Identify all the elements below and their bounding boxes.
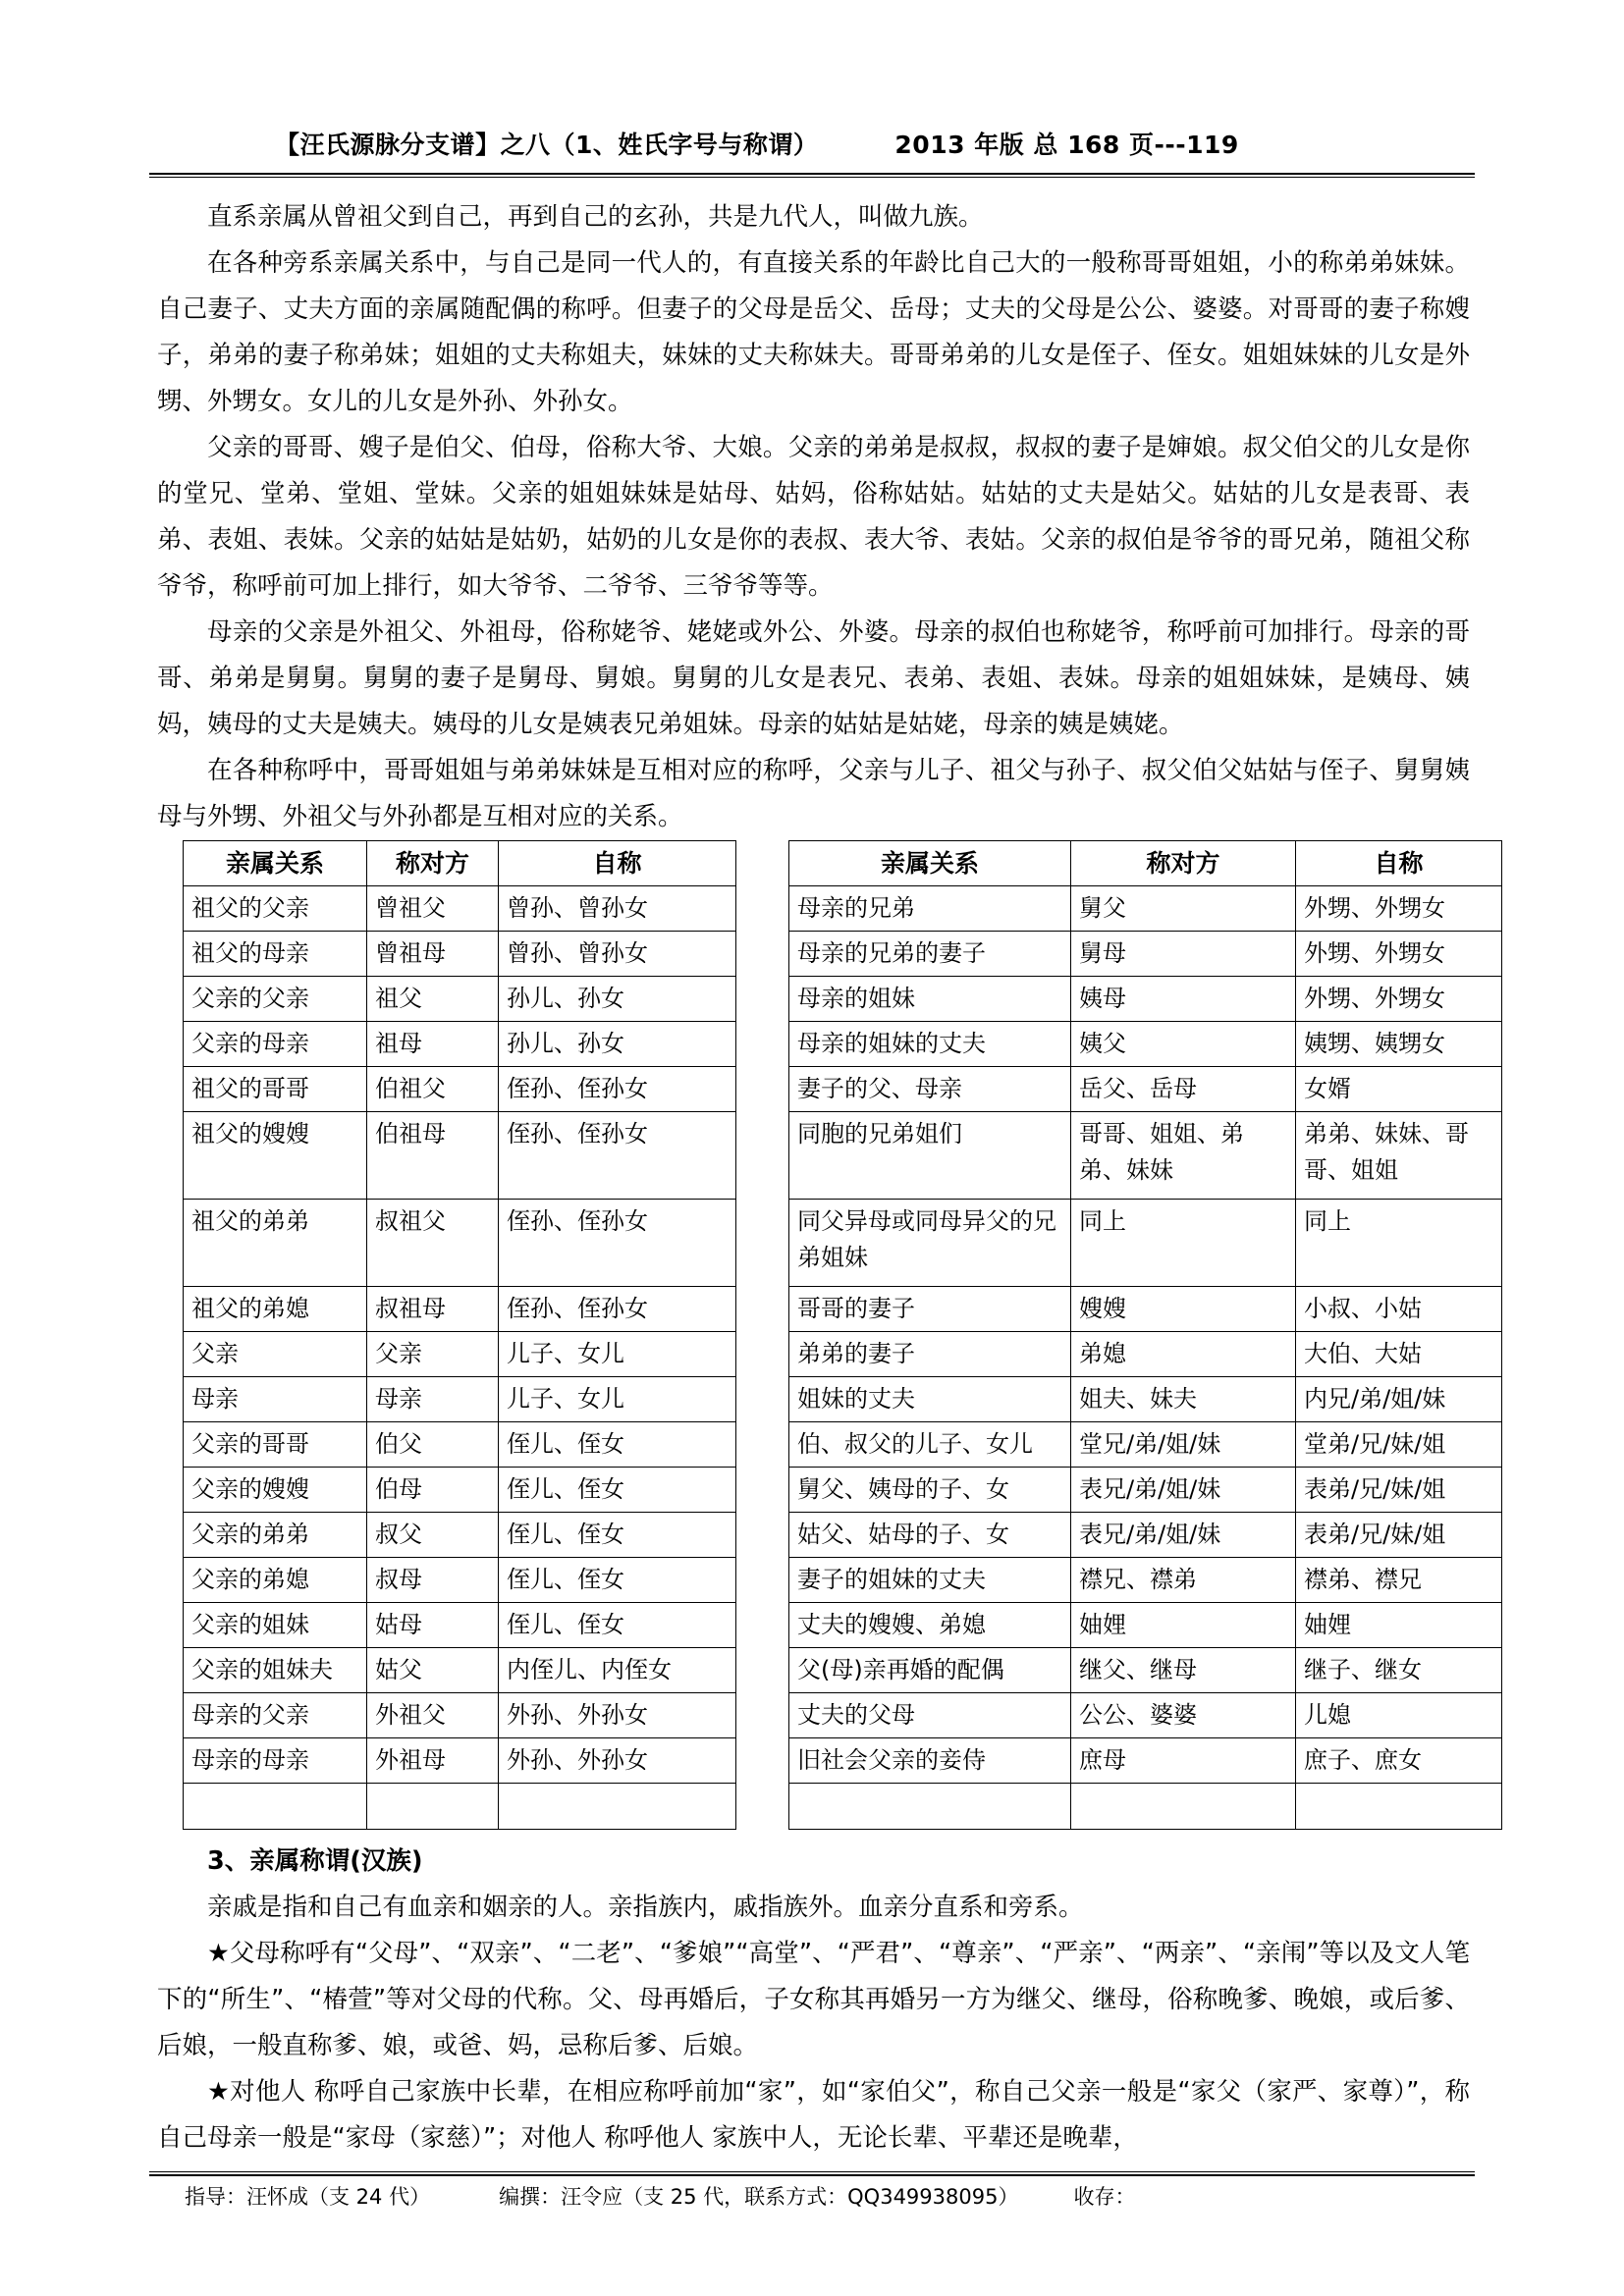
table-cell-left-1: 外祖母: [367, 1738, 499, 1784]
table-gap-cell: [736, 1513, 789, 1558]
table-cell-left-1: 叔祖父: [367, 1200, 499, 1287]
table-gap-cell: [736, 1200, 789, 1287]
table-cell-right-2: 同上: [1296, 1200, 1502, 1287]
table-cell-right-1: 妯娌: [1071, 1603, 1296, 1648]
table-gap-cell: [736, 1377, 789, 1422]
table-row: [184, 1693, 1502, 1738]
paragraph-5: 在各种称呼中，哥哥姐姐与弟弟妹妹是互相对应的称呼，父亲与儿子、祖父与孙子、叔父伯父姑姑与侄子、舅舅姨母与外甥、外祖父与外孙都是互相对应的关系。: [157, 756, 1470, 831]
table-cell-left-1: 伯祖母: [367, 1112, 499, 1200]
table-cell-right-2: 继子、继女: [1296, 1648, 1502, 1693]
table-gap-cell: [736, 977, 789, 1022]
table-row: [184, 1112, 1502, 1200]
table-cell-right-0: 同父异母或同母异父的兄弟姐妹: [789, 1200, 1071, 1287]
table-row: [184, 1200, 1502, 1287]
table-cell-left-2: 儿子、女儿: [499, 1377, 736, 1422]
table-cell-left-2: 侄孙、侄孙女: [499, 1200, 736, 1287]
table-row: [184, 886, 1502, 932]
table-cell-right-2: [1296, 1784, 1502, 1830]
table-cell-left-1: 伯母: [367, 1468, 499, 1513]
table-cell-right-1: 襟兄、襟弟: [1071, 1558, 1296, 1603]
table-row: [184, 1422, 1502, 1468]
table-gap-cell: [736, 1022, 789, 1067]
table-cell-left-2: 孙儿、孙女: [499, 977, 736, 1022]
table-row: [184, 1332, 1502, 1377]
section-3-paragraph-2: ★父母称呼有“父母”、“双亲”、“二老”、“爹娘”“高堂”、“严君”、“尊亲”、“严亲”、“两亲”、“亲闱”等以及文人笔下的“所生”、“椿萱”等对父母的代称。父、母再婚后，子女称其再婚另一方为继父、继母，俗称晚爹、晚娘，或后爹、后娘，一般直称爹、娘，或爸、妈，忌称后爹、后娘。: [157, 1939, 1470, 2060]
table-cell-left-0: 母亲的母亲: [184, 1738, 367, 1784]
table-cell-left-1: 曾祖母: [367, 932, 499, 977]
table-cell-right-0: 同胞的兄弟姐们: [789, 1112, 1071, 1200]
table-cell-right-2: 儿媳: [1296, 1693, 1502, 1738]
table-cell-right-1: 舅父: [1071, 886, 1296, 932]
table-row: [184, 1738, 1502, 1784]
table-row: [184, 1468, 1502, 1513]
table-cell-left-1: [367, 1784, 499, 1830]
col-header-right-relation: 亲属关系: [789, 841, 1071, 886]
table-gap-cell: [736, 1784, 789, 1830]
table-cell-right-0: 舅父、姨母的子、女: [789, 1468, 1071, 1513]
table-cell-left-0: 父亲: [184, 1332, 367, 1377]
table-cell-right-0: 丈夫的父母: [789, 1693, 1071, 1738]
table-cell-right-1: 继父、继母: [1071, 1648, 1296, 1693]
table-cell-right-2: 表弟/兄/妹/姐: [1296, 1513, 1502, 1558]
table-row: [184, 1513, 1502, 1558]
table-cell-right-2: 庶子、庶女: [1296, 1738, 1502, 1784]
table-cell-right-2: 弟弟、妹妹、哥哥、姐姐: [1296, 1112, 1502, 1200]
table-cell-left-2: 侄儿、侄女: [499, 1603, 736, 1648]
section-3: [157, 1839, 1470, 2162]
footer-keeper: 收存：: [1073, 2185, 1136, 2209]
table-cell-right-1: 公公、婆婆: [1071, 1693, 1296, 1738]
table-cell-right-0: 妻子的父、母亲: [789, 1067, 1071, 1112]
col-header-left-relation: 亲属关系: [184, 841, 367, 886]
table-cell-left-1: 祖父: [367, 977, 499, 1022]
table-cell-right-0: 母亲的兄弟的妻子: [789, 932, 1071, 977]
table-cell-right-0: 姐妹的丈夫: [789, 1377, 1071, 1422]
table-cell-right-2: 内兄/弟/姐/妹: [1296, 1377, 1502, 1422]
table-cell-left-0: 祖父的嫂嫂: [184, 1112, 367, 1200]
table-cell-right-0: 母亲的姐妹: [789, 977, 1071, 1022]
table-cell-left-0: [184, 1784, 367, 1830]
table-cell-right-0: 姑父、姑母的子、女: [789, 1513, 1071, 1558]
paragraph-3: 父亲的哥哥、嫂子是伯父、伯母，俗称大爷、大娘。父亲的弟弟是叔叔，叔叔的妻子是婶娘。叔父伯父的儿女是你的堂兄、堂弟、堂姐、堂妹。父亲的姐姐妹妹是姑母、姑妈，俗称姑姑。姑姑的丈夫是姑父。姑姑的儿女是表哥、表弟、表姐、表妹。父亲的姑姑是姑奶，姑奶的儿女是你的表叔、表大爷、表姑。父亲的叔伯是爷爷的哥兄弟，随祖父称爷爷，称呼前可加上排行，如大爷爷、二爷爷、三爷爷等等。: [157, 433, 1470, 601]
table-row: [184, 932, 1502, 977]
table-cell-left-1: 叔母: [367, 1558, 499, 1603]
table-cell-left-0: 父亲的姐妹: [184, 1603, 367, 1648]
table-cell-right-1: 堂兄/弟/姐/妹: [1071, 1422, 1296, 1468]
table-gap-cell: [736, 1112, 789, 1200]
table-cell-left-0: 祖父的哥哥: [184, 1067, 367, 1112]
footer-divider: [149, 2171, 1475, 2176]
paragraph-2: 在各种旁系亲属关系中，与自己是同一代人的，有直接关系的年龄比自己大的一般称哥哥姐姐，小的称弟弟妹妹。自己妻子、丈夫方面的亲属随配偶的称呼。但妻子的父母是岳父、岳母；丈夫的父母是公公、婆婆。对哥哥的妻子称嫂子，弟弟的妻子称弟妹；姐姐的丈夫称姐夫，妹妹的丈夫称妹夫。哥哥弟弟的儿女是侄子、侄女。姐姐妹妹的儿女是外甥、外甥女。女儿的儿女是外孙、外孙女。: [157, 248, 1470, 416]
table-cell-right-2: 小叔、小姑: [1296, 1287, 1502, 1332]
table-gap-cell: [736, 1287, 789, 1332]
table-row: [184, 1603, 1502, 1648]
table-cell-right-1: [1071, 1784, 1296, 1830]
table-header: [184, 841, 1502, 886]
table-cell-left-1: 伯父: [367, 1422, 499, 1468]
col-header-right-address: 称对方: [1071, 841, 1296, 886]
table-cell-left-2: 侄儿、侄女: [499, 1422, 736, 1468]
table-cell-right-1: 舅母: [1071, 932, 1296, 977]
table-cell-right-1: 嫂嫂: [1071, 1287, 1296, 1332]
table-gap-cell: [736, 1603, 789, 1648]
paragraph-1: 直系亲属从曾祖父到自己，再到自己的玄孙，共是九代人，叫做九族。: [207, 202, 984, 232]
footer-advisor: 指导：汪怀成（支 24 代）: [185, 2185, 431, 2209]
table-cell-left-0: 母亲的父亲: [184, 1693, 367, 1738]
table-cell-left-0: 祖父的弟弟: [184, 1200, 367, 1287]
table-row: [184, 1558, 1502, 1603]
table-cell-left-1: 姑父: [367, 1648, 499, 1693]
table-cell-right-1: 姨母: [1071, 977, 1296, 1022]
footer-editor: 编撰：汪令应（支 25 代，联系方式：QQ349938095）: [499, 2185, 1019, 2209]
page-footer: [157, 2181, 1473, 2211]
table-cell-right-2: 堂弟/兄/妹/姐: [1296, 1422, 1502, 1468]
table-cell-left-0: 父亲的弟媳: [184, 1558, 367, 1603]
table-cell-left-0: 父亲的父亲: [184, 977, 367, 1022]
table-cell-left-1: 伯祖父: [367, 1067, 499, 1112]
table-cell-left-2: 儿子、女儿: [499, 1332, 736, 1377]
table-cell-right-2: 外甥、外甥女: [1296, 977, 1502, 1022]
table-cell-left-0: 祖父的母亲: [184, 932, 367, 977]
table-cell-right-0: 妻子的姐妹的丈夫: [789, 1558, 1071, 1603]
table-cell-left-2: [499, 1784, 736, 1830]
table-cell-right-2: 表弟/兄/妹/姐: [1296, 1468, 1502, 1513]
table-cell-right-2: 大伯、大姑: [1296, 1332, 1502, 1377]
table-cell-left-2: 侄孙、侄孙女: [499, 1067, 736, 1112]
table-cell-right-1: 哥哥、姐姐、弟弟、妹妹: [1071, 1112, 1296, 1200]
header-title: 【汪氏源脉分支谱】之八（1、姓氏字号与称谓）: [275, 131, 819, 159]
table-cell-right-1: 表兄/弟/姐/妹: [1071, 1513, 1296, 1558]
table-cell-left-2: 外孙、外孙女: [499, 1738, 736, 1784]
page-header: [157, 126, 1469, 161]
table-cell-left-1: 外祖父: [367, 1693, 499, 1738]
table-cell-left-0: 母亲: [184, 1377, 367, 1422]
table-cell-left-0: 父亲的姐妹夫: [184, 1648, 367, 1693]
section-3-paragraph-1: 亲戚是指和自己有血亲和姻亲的人。亲指族内，戚指族外。血亲分直系和旁系。: [207, 1893, 1084, 1922]
table-cell-right-0: 旧社会父亲的妾侍: [789, 1738, 1071, 1784]
table-gap-cell: [736, 886, 789, 932]
table-cell-left-1: 祖母: [367, 1022, 499, 1067]
table-cell-right-1: 姨父: [1071, 1022, 1296, 1067]
table-row: [184, 1377, 1502, 1422]
table-row: [184, 1784, 1502, 1830]
table-cell-right-1: 同上: [1071, 1200, 1296, 1287]
table-cell-right-0: 弟弟的妻子: [789, 1332, 1071, 1377]
table-cell-left-0: 父亲的弟弟: [184, 1513, 367, 1558]
table-cell-left-1: 母亲: [367, 1377, 499, 1422]
table-cell-right-0: 父(母)亲再婚的配偶: [789, 1648, 1071, 1693]
section-3-heading: 3、亲属称谓(汉族): [207, 1846, 423, 1876]
body-text: [157, 194, 1470, 840]
table-cell-right-0: 伯、叔父的儿子、女儿: [789, 1422, 1071, 1468]
table-cell-left-2: 孙儿、孙女: [499, 1022, 736, 1067]
table-gap-cell: [736, 1558, 789, 1603]
table-cell-right-2: 女婿: [1296, 1067, 1502, 1112]
table-cell-right-0: 母亲的兄弟: [789, 886, 1071, 932]
table-cell-right-2: 外甥、外甥女: [1296, 886, 1502, 932]
table-cell-left-0: 父亲的母亲: [184, 1022, 367, 1067]
table-cell-right-1: 弟媳: [1071, 1332, 1296, 1377]
table-cell-left-1: 叔父: [367, 1513, 499, 1558]
table-row: [184, 1648, 1502, 1693]
table-row: [184, 1287, 1502, 1332]
table-row: [184, 1022, 1502, 1067]
table-cell-right-1: 表兄/弟/姐/妹: [1071, 1468, 1296, 1513]
table-cell-left-0: 父亲的嫂嫂: [184, 1468, 367, 1513]
col-header-left-self: 自称: [499, 841, 736, 886]
header-divider: [149, 173, 1475, 178]
table-cell-left-1: 叔祖母: [367, 1287, 499, 1332]
table-cell-left-0: 祖父的父亲: [184, 886, 367, 932]
table-cell-left-1: 父亲: [367, 1332, 499, 1377]
table-body: [184, 886, 1502, 1830]
header-edition: 2013 年版 总 168 页---119: [894, 131, 1239, 159]
table-gap-cell: [736, 1693, 789, 1738]
section-3-paragraph-3: ★对他人 称呼自己家族中长辈，在相应称呼前加“家”，如“家伯父”，称自己父亲一般是“家父（家严、家尊）”，称自己母亲一般是“家母（家慈）”；对他人 称呼他人 家族中人，无论长辈、平辈还是晚辈，: [157, 2077, 1470, 2153]
table-gap-cell: [736, 1468, 789, 1513]
paragraph-4: 母亲的父亲是外祖父、外祖母，俗称姥爷、姥姥或外公、外婆。母亲的叔伯也称姥爷，称呼前可加排行。母亲的哥哥、弟弟是舅舅。舅舅的妻子是舅母、舅娘。舅舅的儿女是表兄、表弟、表姐、表妹。母亲的姐姐妹妹，是姨母、姨妈，姨母的丈夫是姨夫。姨母的儿女是姨表兄弟姐妹。母亲的姑姑是姑姥，母亲的姨是姨姥。: [157, 617, 1470, 739]
table-gap-cell: [736, 1648, 789, 1693]
table-cell-left-0: 祖父的弟媳: [184, 1287, 367, 1332]
table-cell-left-2: 内侄儿、内侄女: [499, 1648, 736, 1693]
table-gap-cell: [736, 841, 789, 886]
table-cell-left-2: 曾孙、曾孙女: [499, 932, 736, 977]
col-header-left-address: 称对方: [367, 841, 499, 886]
table-cell-right-1: 姐夫、妹夫: [1071, 1377, 1296, 1422]
table-cell-left-1: 曾祖父: [367, 886, 499, 932]
table-cell-right-1: 岳父、岳母: [1071, 1067, 1296, 1112]
col-header-right-self: 自称: [1296, 841, 1502, 886]
table-cell-left-1: 姑母: [367, 1603, 499, 1648]
table-gap-cell: [736, 932, 789, 977]
table-cell-right-0: [789, 1784, 1071, 1830]
table-cell-left-2: 曾孙、曾孙女: [499, 886, 736, 932]
table-gap-cell: [736, 1067, 789, 1112]
table-cell-left-2: 侄孙、侄孙女: [499, 1287, 736, 1332]
table-gap-cell: [736, 1422, 789, 1468]
table-cell-left-2: 侄儿、侄女: [499, 1513, 736, 1558]
table-cell-right-1: 庶母: [1071, 1738, 1296, 1784]
kinship-table: [183, 840, 1502, 1830]
table-gap-cell: [736, 1738, 789, 1784]
table-cell-left-2: 外孙、外孙女: [499, 1693, 736, 1738]
table-cell-right-0: 哥哥的妻子: [789, 1287, 1071, 1332]
table-row: [184, 977, 1502, 1022]
table-cell-right-2: 襟弟、襟兄: [1296, 1558, 1502, 1603]
table-cell-right-2: 外甥、外甥女: [1296, 932, 1502, 977]
table-gap-cell: [736, 1332, 789, 1377]
table-header-row: [184, 841, 1502, 886]
table-cell-right-2: 妯娌: [1296, 1603, 1502, 1648]
table-cell-right-0: 丈夫的嫂嫂、弟媳: [789, 1603, 1071, 1648]
table-cell-left-2: 侄儿、侄女: [499, 1558, 736, 1603]
table-cell-left-2: 侄儿、侄女: [499, 1468, 736, 1513]
table-cell-left-0: 父亲的哥哥: [184, 1422, 367, 1468]
table-cell-left-2: 侄孙、侄孙女: [499, 1112, 736, 1200]
table-cell-right-0: 母亲的姐妹的丈夫: [789, 1022, 1071, 1067]
table-cell-right-2: 姨甥、姨甥女: [1296, 1022, 1502, 1067]
table-row: [184, 1067, 1502, 1112]
